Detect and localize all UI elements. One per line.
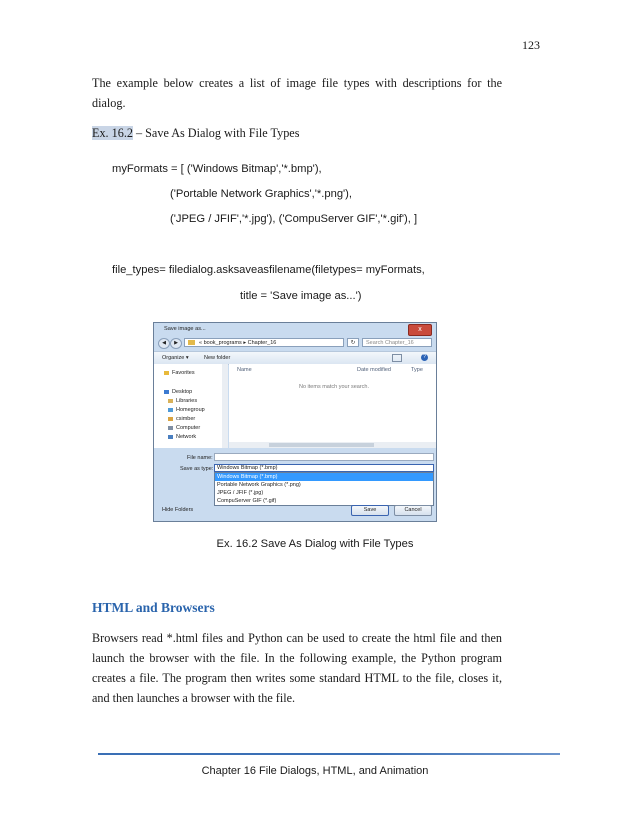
nav-item-libraries[interactable]: Libraries: [168, 398, 197, 404]
footer-rule: [98, 753, 560, 755]
save-dialog-screenshot: [153, 322, 437, 522]
address-bar[interactable]: [184, 338, 344, 347]
horizontal-scrollbar[interactable]: [229, 442, 436, 448]
scrollbar-thumb[interactable]: [269, 443, 374, 447]
library-icon: [168, 399, 173, 403]
section-heading: HTML and Browsers: [92, 600, 215, 615]
cancel-button[interactable]: Cancel: [394, 505, 432, 516]
computer-icon: [168, 426, 173, 430]
body-paragraph: Browsers read *.html files and Python can be used to create the html file and then launch the browser with the file. In the following example, the Python program creates a file. The program then writes some standard HTML to the file, closes it, and then launches a browser with the file.: [92, 631, 502, 705]
folder-icon: [188, 340, 195, 345]
nav-item-desktop[interactable]: Desktop: [164, 389, 192, 395]
view-icon[interactable]: [392, 354, 402, 362]
intro-paragraph: The example below creates a list of image file types with descriptions for the dialog.: [92, 76, 502, 110]
navigation-scrollbar[interactable]: [222, 364, 228, 448]
column-name[interactable]: Name: [237, 367, 252, 373]
forward-arrow-icon[interactable]: ▶: [170, 338, 182, 349]
hide-folders-toggle[interactable]: Hide Folders: [162, 507, 194, 513]
network-icon: [168, 435, 173, 439]
search-input[interactable]: Search Chapter_16: [362, 338, 432, 347]
file-type-option[interactable]: CompuServer GIF (*.gif): [217, 498, 277, 504]
nav-item-homegroup[interactable]: Homegroup: [168, 407, 205, 413]
file-type-dropdown: [214, 472, 434, 506]
file-list: [229, 364, 436, 442]
example-id: Ex. 16.2: [92, 126, 133, 140]
file-type-option[interactable]: JPEG / JFIF (*.jpg): [217, 490, 264, 496]
dialog-toolbar: [154, 351, 436, 365]
close-icon[interactable]: x: [408, 324, 432, 336]
help-icon[interactable]: ?: [421, 354, 428, 361]
code-line-3: ('JPEG / JFIF','*.jpg'), ('CompuServer GIF','*.gif'), ]: [170, 213, 418, 225]
code-line-5: title = 'Save image as...'): [240, 290, 362, 302]
file-name-field[interactable]: [214, 453, 434, 461]
column-date-modified[interactable]: Date modified: [357, 367, 391, 373]
navigation-pane: [154, 364, 223, 448]
code-line-4: file_types= filedialog.asksaveasfilename(filetypes= myFormats,: [112, 264, 425, 276]
save-button[interactable]: Save: [351, 505, 389, 516]
code-line-2: ('Portable Network Graphics','*.png'),: [170, 188, 353, 200]
file-type-option[interactable]: Portable Network Graphics (*.png): [217, 482, 301, 488]
file-name-label: File name:: [187, 455, 213, 461]
new-folder-button[interactable]: New folder: [204, 355, 231, 361]
example-title-rest: – Save As Dialog with File Types: [132, 126, 300, 140]
homegroup-icon: [168, 408, 173, 412]
file-type-option[interactable]: Windows Bitmap (*.bmp): [215, 473, 433, 481]
footer-text: Chapter 16 File Dialogs, HTML, and Animation: [201, 765, 429, 777]
page-number: 123: [522, 38, 540, 52]
save-as-type-select[interactable]: Windows Bitmap (*.bmp): [214, 464, 434, 472]
save-as-type-label: Save as type:: [180, 466, 214, 472]
back-arrow-icon[interactable]: ◀: [158, 338, 170, 349]
column-type[interactable]: Type: [411, 367, 423, 373]
star-icon: [164, 371, 169, 375]
example-title: [92, 126, 299, 141]
desktop-icon: [164, 390, 169, 394]
nav-item-network[interactable]: Network: [168, 434, 196, 440]
user-icon: [168, 417, 173, 421]
nav-item-user[interactable]: csimber: [168, 416, 195, 422]
nav-item-computer[interactable]: Computer: [168, 425, 200, 431]
address-path: « book_programs ▸ Chapter_16: [199, 340, 277, 346]
organize-button[interactable]: Organize ▾: [162, 355, 189, 361]
code-line-1: myFormats = [ ('Windows Bitmap','*.bmp'),: [112, 163, 322, 175]
refresh-icon[interactable]: ↻: [347, 338, 359, 347]
figure-caption: Ex. 16.2 Save As Dialog with File Types: [216, 538, 414, 550]
empty-message: No items match your search.: [299, 384, 369, 390]
nav-item-favorites[interactable]: Favorites: [164, 370, 195, 376]
dialog-title: Save image as...: [164, 326, 206, 332]
